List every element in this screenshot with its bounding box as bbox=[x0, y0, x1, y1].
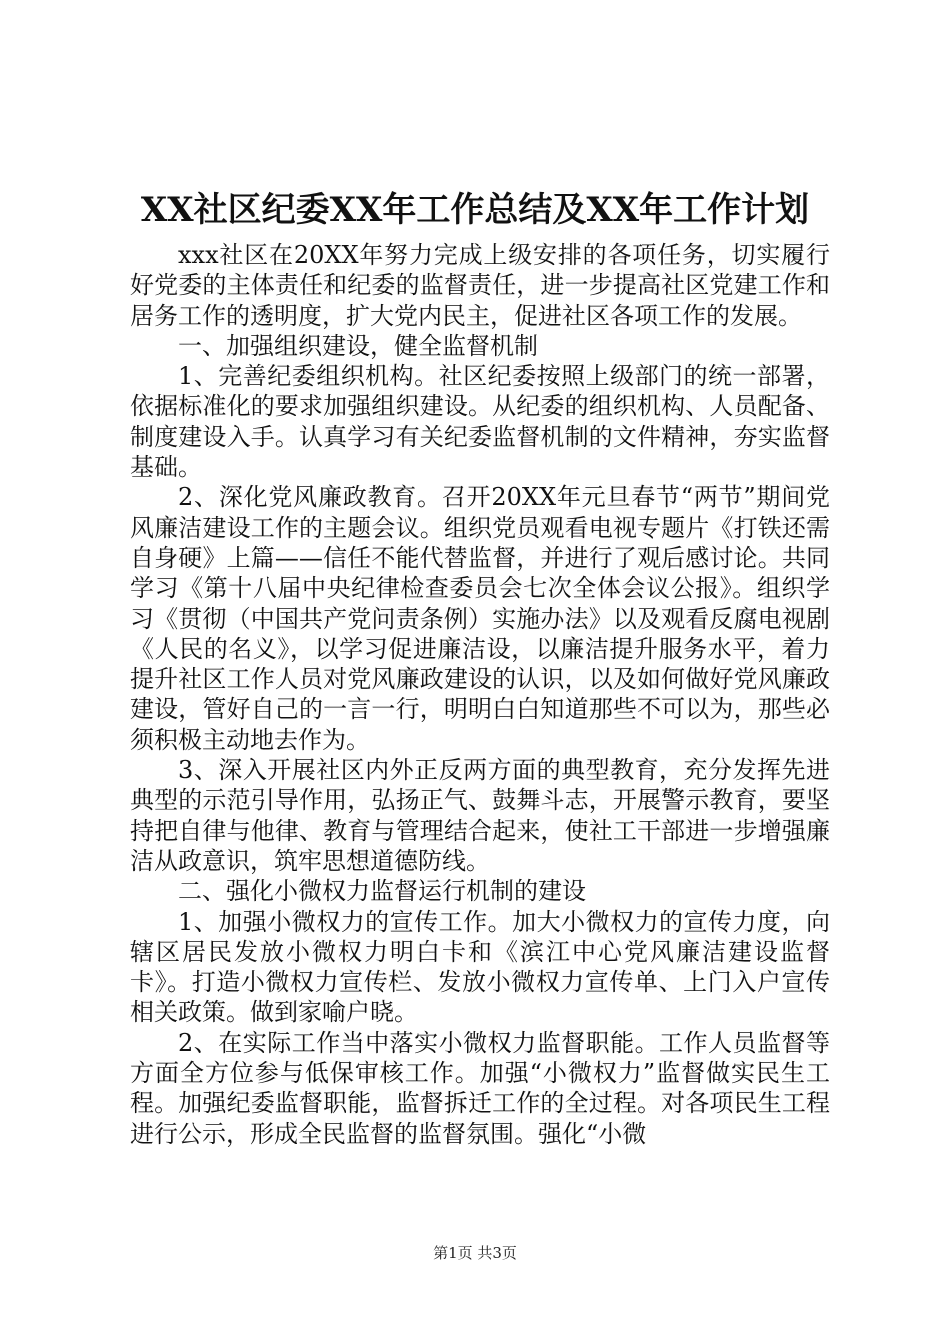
document-body bbox=[130, 240, 830, 1149]
paragraph-1-1: 1、完善纪委组织机构。社区纪委按照上级部门的统一部署，依据标准化的要求加强组织建设。从纪委的组织机构、人员配备、制度建设入手。认真学习有关纪委监督机制的文件精神，夯实监督基础。 bbox=[130, 362, 830, 482]
paragraph-2-2: 2、在实际工作当中落实小微权力监督职能。工作人员监督等方面全方位参与低保审核工作。加强“小微权力”监督做实民生工程。加强纪委监督职能，监督拆迁工作的全过程。对各项民生工程进行公示，形成全民监督的监督氛围。强化“小微 bbox=[130, 1028, 830, 1148]
section-heading-1: 一、加强组织建设，健全监督机制 bbox=[178, 331, 538, 360]
section-heading-2: 二、强化小微权力监督运行机制的建设 bbox=[178, 877, 586, 906]
paragraph-2-1: 1、加强小微权力的宣传工作。加大小微权力的宣传力度，向辖区居民发放小微权力明白卡和《滨江中心党风廉洁建设监督卡》。打造小微权力宣传栏、发放小微权力宣传单、上门入户宣传相关政策。做到家喻户晓。 bbox=[130, 907, 830, 1027]
page-number-footer: 第1页 共3页 bbox=[433, 1244, 517, 1262]
document-title: XX社区纪委XX年工作总结及XX年工作计划 bbox=[140, 190, 810, 230]
paragraph-1-3: 3、深入开展社区内外正反两方面的典型教育，充分发挥先进典型的示范引导作用，弘扬正气、鼓舞斗志，开展警示教育，要坚持把自律与他律、教育与管理结合起来，使社工干部进一步增强廉洁从政意识，筑牢思想道德防线。 bbox=[130, 756, 830, 875]
intro-paragraph: xxx社区在20XX年努力完成上级安排的各项任务，切实履行好党委的主体责任和纪委的监督责任，进一步提高社区党建工作和居务工作的透明度，扩大党内民主，促进社区各项工作的发展。 bbox=[130, 241, 830, 330]
paragraph-1-2: 2、深化党风廉政教育。召开20XX年元旦春节“两节”期间党风廉洁建设工作的主题会议。组织党员观看电视专题片《打铁还需自身硬》上篇——信任不能代替监督，并进行了观后感讨论。共同学习《第十八届中央纪律检查委员会七次全体会议公报》。组织学习《贯彻（中国共产党问责条例）实施办法》以及观看反腐电视剧《人民的名义》，以学习促进廉洁设，以廉洁提升服务水平，着力提升社区工作人员对党风廉政建设的认识，以及如何做好党风廉政建设，管好自己的一言一行，明明白白知道那些不可以为，那些必须积极主动地去作为。 bbox=[130, 483, 830, 754]
